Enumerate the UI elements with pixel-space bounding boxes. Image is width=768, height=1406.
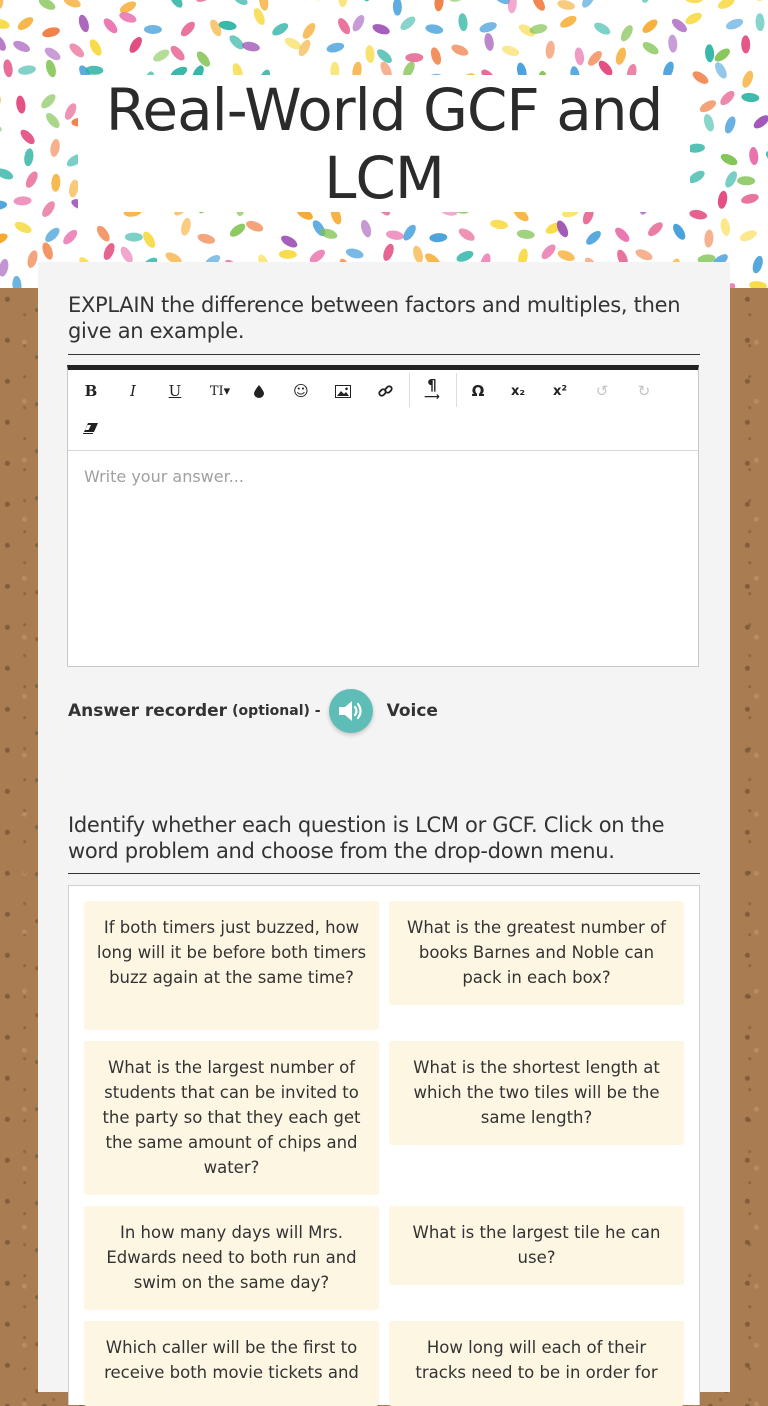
word-problem-card[interactable]: In how many days will Mrs. Edwards need to both run and swim on the same day? [84, 1206, 379, 1310]
omega-icon: Ω [472, 382, 485, 400]
ink-drop-icon [253, 384, 265, 398]
link-button[interactable] [368, 376, 402, 406]
word-problem-card[interactable]: What is the largest tile he can use? [389, 1206, 684, 1285]
text-color-button[interactable] [242, 376, 276, 406]
undo-icon: ↺ [596, 382, 609, 400]
page-title: Real-World GCF and LCM [78, 76, 690, 212]
emoji-button[interactable] [284, 376, 318, 406]
editor-toolbar [68, 370, 698, 451]
clear-formatting-button[interactable] [74, 413, 108, 443]
speaker-icon [337, 699, 365, 723]
subscript-button[interactable]: x₂ [501, 376, 535, 406]
divider [68, 354, 700, 355]
answer-textarea[interactable] [68, 451, 698, 665]
image-icon [335, 385, 351, 398]
divider [68, 873, 700, 874]
word-problem-card[interactable]: What is the largest number of students that can be invited to the party so that they each get the same amount of chips and water? [84, 1041, 379, 1195]
word-problem-card[interactable]: What is the greatest number of books Barnes and Noble can pack in each box? [389, 901, 684, 1005]
question-2-prompt: Identify whether each question is LCM or GCF. Click on the word problem and choose from the drop-down menu. [68, 812, 708, 864]
bold-button[interactable]: B [74, 376, 108, 406]
drag-drop-area [68, 885, 700, 1405]
worksheet-panel [38, 262, 730, 1392]
link-icon [378, 384, 393, 399]
underline-button[interactable]: U [158, 376, 192, 406]
answer-editor [67, 365, 699, 667]
question-1-prompt: EXPLAIN the difference between factors and multiples, then give an example. [68, 292, 708, 344]
italic-button[interactable]: I [116, 376, 150, 406]
undo-button[interactable] [585, 376, 619, 406]
superscript-button[interactable]: x² [543, 376, 577, 406]
text-size-button[interactable]: TI▾ [200, 376, 240, 406]
voice-record-button[interactable] [329, 689, 373, 733]
recorder-label: Answer recorder [68, 701, 227, 721]
decorative-banner [0, 0, 768, 288]
word-problem-card[interactable]: Which caller will be the first to receive both movie tickets and [84, 1321, 379, 1406]
word-problem-card[interactable]: What is the shortest length at which the two tiles will be the same length? [389, 1041, 684, 1145]
answer-recorder [68, 686, 438, 736]
paragraph-direction-button[interactable]: ¶ ⟶ [415, 376, 449, 406]
special-character-button[interactable] [461, 376, 495, 406]
eraser-icon [83, 422, 99, 434]
voice-label: Voice [387, 701, 438, 721]
title-box [78, 75, 690, 212]
word-problem-card[interactable]: If both timers just buzzed, how long will it be before both timers buzz again at the same time? [84, 901, 379, 1030]
redo-button[interactable] [627, 376, 661, 406]
recorder-optional: (optional) - [232, 703, 320, 719]
smiley-icon: ☺ [293, 382, 309, 400]
pilcrow-icon: ¶ [427, 379, 437, 391]
word-problem-card[interactable]: How long will each of their tracks need to be in order for [389, 1321, 684, 1406]
image-button[interactable] [326, 376, 360, 406]
redo-icon: ↻ [638, 382, 651, 400]
